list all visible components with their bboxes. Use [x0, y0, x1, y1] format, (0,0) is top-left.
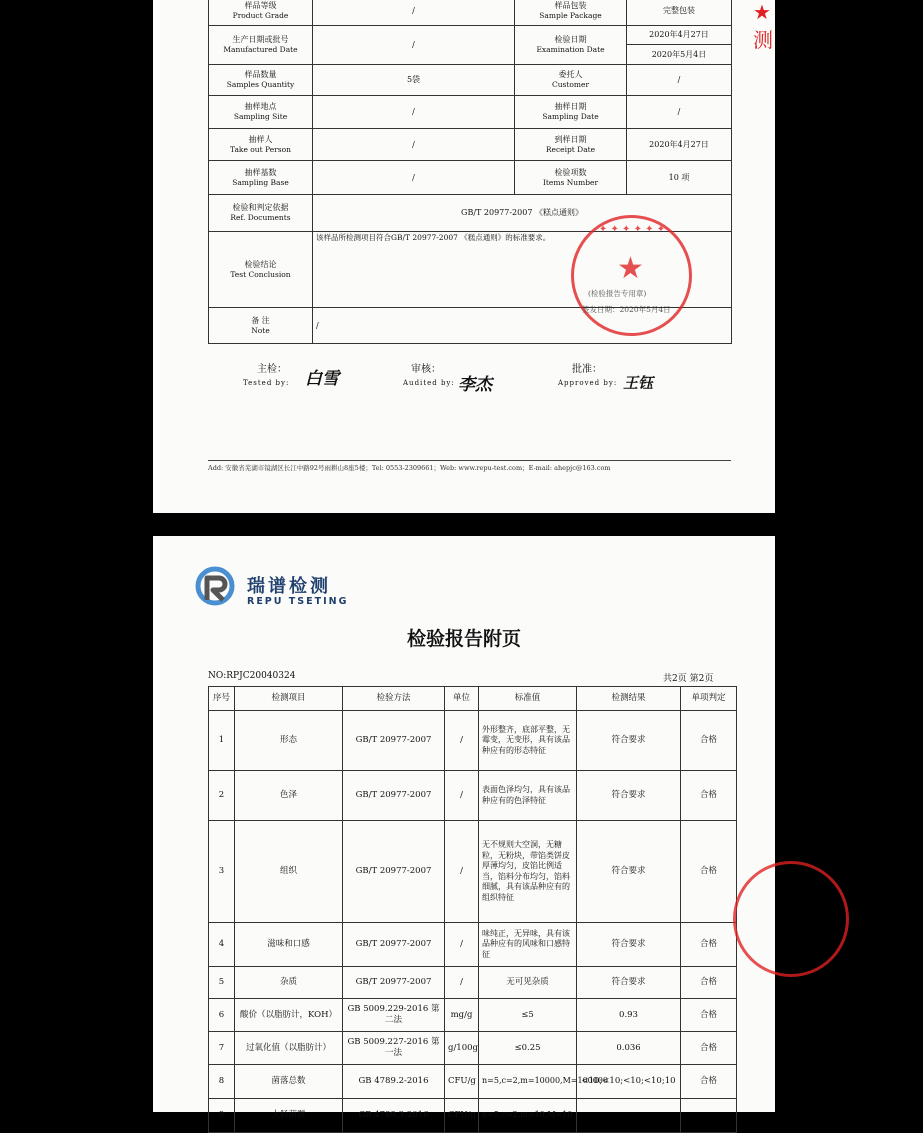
audited-by: 审核： Audited by:	[403, 364, 455, 387]
table-row: 5 杂质 GB/T 20977-2007 / 无可见杂质 符合要求 合格	[209, 967, 737, 999]
table-row: 2 色泽 GB/T 20977-2007 / 表面色泽均匀，具有该品种应有的色泽特征 符合要求 合格	[209, 771, 737, 821]
table-row: 生产日期或批号 Manufactured Date / 检验日期 Examination Date 2020年4月27日 2020年5月4日	[209, 26, 732, 65]
table-row: 样品等级 Product Grade / 样品包装 Sample Package 完整包装	[209, 0, 732, 26]
page-number: 共2页 第2页	[663, 674, 714, 684]
test-results-table	[208, 686, 737, 1133]
signature-row	[153, 360, 775, 410]
page-title: 检验报告附页	[406, 628, 521, 650]
star-icon: ★	[617, 251, 644, 286]
approved-by: 批准： Approved by:	[558, 364, 618, 387]
table-row: 7 过氧化值（以脂肪计） GB 5009.227-2016 第一法 g/100g ≤0.25 0.036 合格	[209, 1032, 737, 1065]
seal-ring-text: ✦ ✦ ✦ ✦ ✦ ✦	[598, 224, 666, 235]
report-page-1	[153, 0, 775, 513]
table-row: 8 菌落总数 GB 4789.2-2016 CFU/g n=5,c=2,m=10000,M=100000 <10;<10;<10;<10;10 合格	[209, 1065, 737, 1099]
table-row: 检验结论 Test Conclusion 该样品所检测项目符合GB/T 20977-2007 《糕点通则》的标准要求。	[209, 232, 732, 308]
report-number: NO:RPJC20040324	[208, 671, 296, 681]
signature-tester: 白雪	[305, 369, 339, 389]
address-footer: Add: 安徽省芜湖市镜湖区长江中路92号雨耕山8座5楼；Tel: 0553-2309661；Web: www.repu-test.com；E-mail: ahepjc@163.com	[208, 460, 731, 472]
table-row: 3 组织 GB/T 20977-2007 / 无不规则大空洞，无糖粒，无粉块，带馅类饼皮厚薄均匀，皮馅比例适当，馅料分布均匀，馅料细腻，具有该品种应有的组织特征 符合要求 合格	[209, 821, 737, 923]
table-row: 抽样人 Take out Person / 到样日期 Receipt Date 2020年4月27日	[209, 129, 732, 161]
report-page-2: 瑞谱检测 REPU TSETING 检验报告附页 NO:RPJC20040324 共2页 第2页 序号 检测项目 检验方法 单位 标准值 检测结果 单项判定 1 形态 GB/T 20977-2007 / 外形整齐，底部平整，无霉变，无变形，具有该品种应有的形态特征 符合要求 合格 2 色泽 GB/T 20977-2007 / 表面色泽均匀，具有该品种应有的色泽特征 符合要求 合格 3 组织 GB/T 20977-2007 / 无不规则大空洞，无糖粒，无粉块，带馅类饼皮厚薄均匀，皮馅比例适当，馅料分布均匀，馅料细腻，具有该品种应有的组织特征 符合要求 合格 4 滋味和口感 GB/T 20977-2007 / 味纯正，无异味，具有该品种应有的风味和口感特征 符合要求 合格 5 杂质 GB/T 20977-2007 / 无可见杂质 符合要求 合格 6 酸价（以脂肪计，KOH） GB 5009.229-2016 第二法 mg/g ≤5 0.93 合格 7 过氧化值（以脂肪计） GB 5009.227-2016 第一法 g/100g ≤0.25 0.036 合格 8 菌落总数 GB 4789.2-2016 CFU/g n=5,c=2,m=10000,M=100000 <10;<10;<10;<10;10 合格 9 大肠菌群 GB 4789.3-2016 CFU/g n=5,c=2,m=10,M=10	[153, 536, 775, 1112]
table-row: 样品数量 Samples Quantity 5袋 委托人 Customer /	[209, 65, 732, 96]
table-row: 4 滋味和口感 GB/T 20977-2007 / 味纯正，无异味，具有该品种应有的风味和口感特征 符合要求 合格	[209, 923, 737, 967]
table-row: 1 形态 GB/T 20977-2007 / 外形整齐，底部平整，无霉变，无变形，具有该品种应有的形态特征 符合要求 合格	[209, 711, 737, 771]
header-row: 序号 检测项目 检验方法 单位 标准值 检测结果 单项判定	[209, 687, 737, 711]
table-row: 备 注 Note /	[209, 308, 732, 344]
signature-approver: 王钰	[623, 374, 654, 392]
repu-logo-icon	[195, 566, 235, 606]
tested-by: 主检： Tested by:	[243, 364, 290, 387]
table-row: 抽样地点 Sampling Site / 抽样日期 Sampling Date /	[209, 96, 732, 129]
official-seal-partial	[733, 861, 849, 977]
signature-auditor: 李杰	[458, 375, 492, 395]
official-seal: ✦ ✦ ✦ ✦ ✦ ✦ ★ (检验报告专用章) 签发日期：2020年5月4日	[571, 215, 692, 336]
table-row: 抽样基数 Sampling Base / 检验项数 Items Number 10 项	[209, 161, 732, 195]
edge-seal-icon: ★ 测	[753, 0, 773, 52]
table-row: 9 大肠菌群 GB 4789.3-2016 CFU/g n=5,c=2,m=10,M=10	[209, 1099, 737, 1133]
table-row: 检验和判定依据 Ref. Documents GB/T 20977-2007 《糕点通则》	[209, 195, 732, 232]
table-row: 6 酸价（以脂肪计，KOH） GB 5009.229-2016 第二法 mg/g ≤5 0.93 合格	[209, 999, 737, 1032]
